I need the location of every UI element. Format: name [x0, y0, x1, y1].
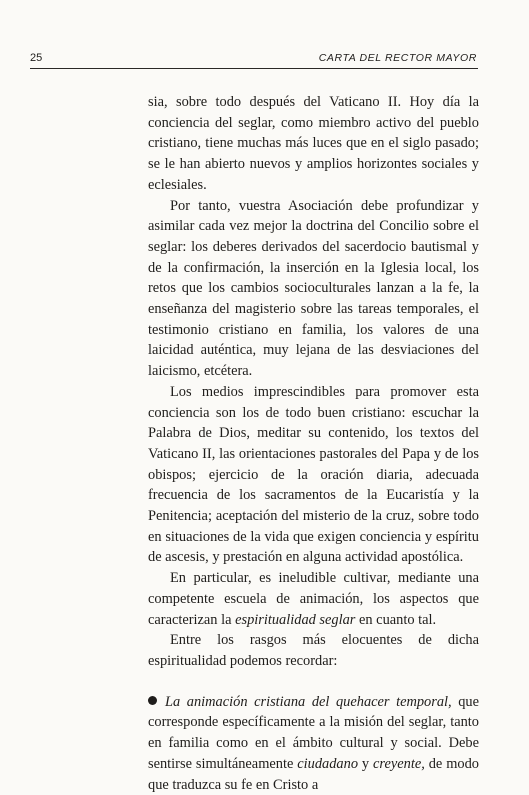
bullet-heading: La animación cristiana del quehacer temporal, — [165, 693, 452, 710]
paragraph-4-text-a: En particular, es ineludible cultivar, mediante una competente escuela de animación, los aspectos que caracterizan la — [148, 570, 479, 628]
paragraph-4-text-b: en cuanto tal. — [355, 611, 437, 628]
bullet-item — [148, 692, 479, 795]
bullet-dot-icon — [148, 696, 157, 705]
emphasis-espiritualidad-seglar: espiritualidad seglar — [235, 611, 356, 628]
emphasis-ciudadano: ciudadano — [297, 755, 359, 772]
bullet-text-b: y — [358, 755, 374, 772]
bullet-text-a: que corresponde específicamente a la misión del seglar, tanto en familia como en el ámbito cultural y social. Debe sentirse simultáneamente — [148, 693, 479, 772]
paragraph-2: Por tanto, vuestra Asociación debe profundizar y asimilar cada vez mejor la doctrina del Concilio sobre el seglar: los deberes derivados del sacerdocio bautismal y de la confirmación, la inserción en la Iglesia local, los retos que los cambios socioculturales lanzan a la fe, la enseñanza del magisterio sobre las tareas temporales, el testimonio cristiano en familia, los valores de una laicidad auténtica, muy lejana de las desviaciones del laicismo, etcétera. — [148, 197, 479, 380]
paragraph-4 — [148, 568, 479, 630]
bullet-text-c: de modo que traduzca su fe en Cristo a — [148, 755, 479, 793]
header-rule — [30, 68, 478, 69]
paragraph-5: Entre los rasgos más elocuentes de dicha espiritualidad podemos recordar: — [148, 632, 479, 669]
body-text — [148, 92, 479, 795]
emphasis-creyente: creyente, — [373, 755, 425, 772]
paragraph-3: Los medios imprescindibles para promover esta conciencia son los de todo buen cristiano: escuchar la Palabra de Dios, meditar su contenido, los textos del Vaticano II, las orientaciones pastorales del Papa y de los obispos; ejercicio de la oración diaria, adecuada frecuencia de los sacramentos de la Eucaristía y la Penitencia; aceptación del misterio de la cruz, sobre todo en situaciones de la vida que exigen conciencia y espíritu de ascesis, y prestación en alguna actividad apostólica. — [148, 383, 479, 566]
running-head: CARTA DEL RECTOR MAYOR — [318, 52, 477, 64]
paragraph-1: sia, sobre todo después del Vaticano II. Hoy día la conciencia del seglar, como miembro activo del pueblo cristiano, tiene muchas más luces que en el siglo pasado; se le han abierto nuevos y amplios horizontes sociales y eclesiales. — [148, 94, 479, 193]
page-header — [30, 52, 477, 68]
page-number: 25 — [30, 52, 43, 64]
